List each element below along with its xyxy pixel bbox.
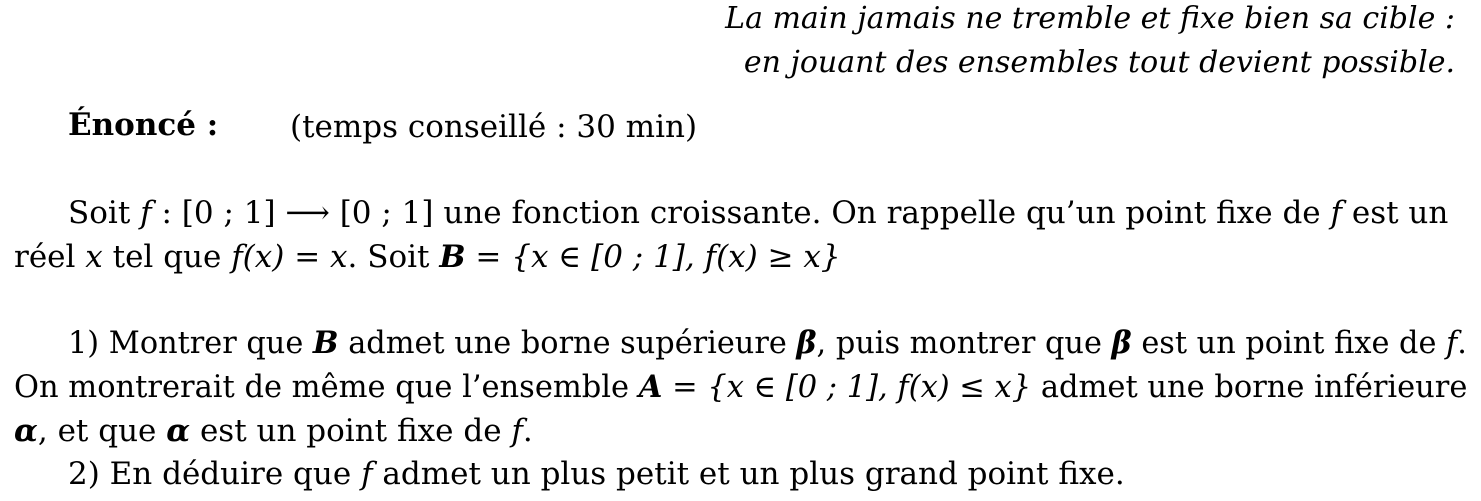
math-set-A: A <box>638 369 663 405</box>
q1-text: . <box>522 413 533 449</box>
intro-text: réel <box>14 239 86 275</box>
math-x: x <box>85 239 103 275</box>
intro-text: Soit <box>68 195 141 231</box>
math-map: : [0 ; 1] ⟶ [0 ; 1] <box>151 195 434 231</box>
q1-text: est un point fixe de <box>190 413 512 449</box>
intro-line-2 <box>14 239 841 275</box>
intro-text: tel que <box>102 239 232 275</box>
epigraph-line-1: La main jamais ne tremble et fixe bien sa cible : <box>725 1 1455 36</box>
q1-text: admet une borne inférieure <box>1031 369 1468 405</box>
math-set-A-definition: = {x ∈ [0 ; 1], f(x) ≤ x} <box>662 369 1032 405</box>
intro-text: une fonction croissante. On rappelle qu’un point fixe de <box>433 195 1331 231</box>
math-f: f <box>511 413 523 449</box>
math-beta: β <box>1111 325 1132 361</box>
q1-text: , puis montrer que <box>816 325 1112 361</box>
math-f: f <box>140 195 152 231</box>
q1-text: , et que <box>37 413 167 449</box>
math-f: f <box>1330 195 1342 231</box>
section-heading: Énoncé : <box>68 107 219 143</box>
math-f: f <box>361 456 373 492</box>
math-set-B: B <box>312 325 339 361</box>
math-set-B: B <box>439 239 466 275</box>
math-f: f <box>1446 325 1458 361</box>
q1-text: On montrerait de même que l’ensemble <box>14 369 639 405</box>
epigraph-line-2: en jouant des ensembles tout devient possible. <box>743 45 1455 80</box>
math-beta: β <box>796 325 817 361</box>
q1-text: 1) Montrer que <box>68 325 313 361</box>
math-set-B-definition: = {x ∈ [0 ; 1], f(x) ≥ x} <box>465 239 841 275</box>
q2-text: admet un plus petit et un plus grand point fixe. <box>372 456 1125 492</box>
math-alpha: α <box>166 413 191 449</box>
q2-text: 2) En déduire que <box>68 456 362 492</box>
q1-line-2 <box>14 369 1468 405</box>
q1-line-1 <box>68 325 1467 361</box>
math-alpha: α <box>14 413 38 449</box>
q2-line <box>68 456 1125 492</box>
intro-line-1 <box>68 195 1449 231</box>
intro-text: . Soit <box>347 239 440 275</box>
q1-text: est un point fixe de <box>1131 325 1447 361</box>
q1-text: . <box>1457 325 1467 361</box>
q1-text: admet une borne supérieure <box>338 325 797 361</box>
math-fixed-point-eq: f(x) = x <box>231 239 348 275</box>
intro-text: est un <box>1342 195 1449 231</box>
q1-line-3 <box>14 413 533 449</box>
time-advice: (temps conseillé : 30 min) <box>290 109 698 145</box>
